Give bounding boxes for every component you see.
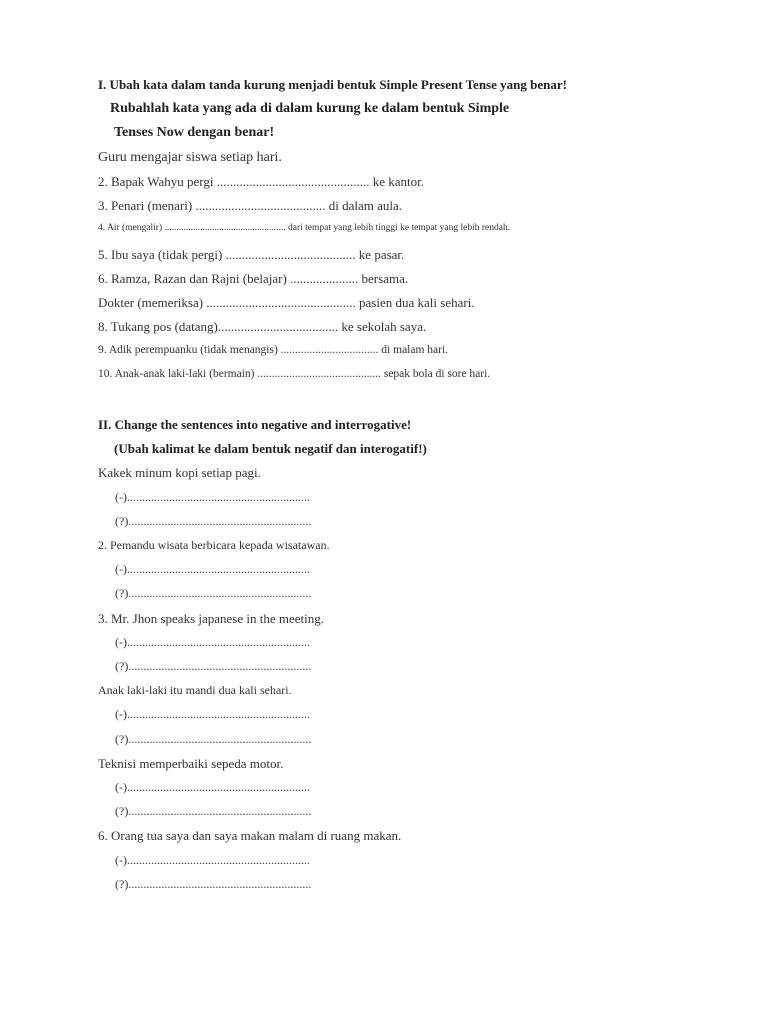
section1-item-7: Dokter (memeriksa) .............................................. pasien dua kali sehari.: [98, 295, 475, 310]
section2-item-5: Teknisi memperbaiki sepeda motor.: [98, 756, 284, 771]
negative-blank-1[interactable]: (-).............................................................: [115, 490, 310, 504]
negative-blank-4[interactable]: (-).............................................................: [115, 707, 310, 721]
section2-heading: II. Change the sentences into negative and interrogative!: [98, 417, 412, 432]
section2-subheading: (Ubah kalimat ke dalam bentuk negatif dan interogatif!): [114, 441, 427, 456]
section1-item-9: 9. Adik perempuanku (tidak menangis) .................................. di malam hari.: [98, 344, 449, 356]
interrogative-blank-6[interactable]: (?).............................................................: [115, 877, 312, 891]
negative-blank-5[interactable]: (-).............................................................: [115, 780, 310, 794]
section1-item-3: 3. Penari (menari) ........................................ di dalam aula.: [98, 198, 402, 213]
section1-subheading-line2: Tenses Now dengan benar!: [114, 125, 275, 140]
section1-heading: I. Ubah kata dalam tanda kurung menjadi bentuk Simple Present Tense yang benar!: [98, 77, 567, 92]
section2-item-3: 3. Mr. Jhon speaks japanese in the meeting.: [98, 611, 325, 626]
interrogative-blank-1[interactable]: (?).............................................................: [115, 514, 312, 528]
interrogative-blank-2[interactable]: (?).............................................................: [115, 586, 312, 600]
section1-item-8: 8. Tukang pos (datang)..................................... ke sekolah saya.: [98, 319, 427, 334]
negative-blank-3[interactable]: (-).............................................................: [115, 635, 310, 649]
interrogative-blank-5[interactable]: (?).............................................................: [115, 804, 312, 818]
section2-item-6: 6. Orang tua saya dan saya makan malam di ruang makan.: [98, 828, 402, 843]
negative-blank-2[interactable]: (-).............................................................: [115, 562, 310, 576]
section1-item-4: 4. Air (mengalir) ................................................... dari tempat yang lebih tinggi ke tempat yang lebih rendah.: [98, 223, 511, 233]
section1-item-10: 10. Anak-anak laki-laki (bermain) ........................................... sepak bola di sore hari.: [98, 368, 491, 380]
interrogative-blank-3[interactable]: (?).............................................................: [115, 659, 312, 673]
section2-item-2: 2. Pemandu wisata berbicara kepada wisatawan.: [98, 538, 330, 552]
section1-item-6: 6. Ramza, Razan dan Rajni (belajar) ..................... bersama.: [98, 271, 409, 286]
section1-item-2: 2. Bapak Wahyu pergi ............................................... ke kantor.: [98, 174, 424, 189]
negative-blank-6[interactable]: (-).............................................................: [115, 853, 310, 867]
section1-subheading-line1: Rubahlah kata yang ada di dalam kurung ke dalam bentuk Simple: [110, 101, 510, 116]
interrogative-blank-4[interactable]: (?).............................................................: [115, 732, 312, 746]
section1-item-1: Guru mengajar siswa setiap hari.: [98, 150, 282, 165]
section2-item-4: Anak laki-laki itu mandi dua kali sehari.: [98, 683, 292, 697]
section2-item-1: Kakek minum kopi setiap pagi.: [98, 465, 261, 480]
section1-item-5: 5. Ibu saya (tidak pergi) ........................................ ke pasar.: [98, 247, 405, 262]
